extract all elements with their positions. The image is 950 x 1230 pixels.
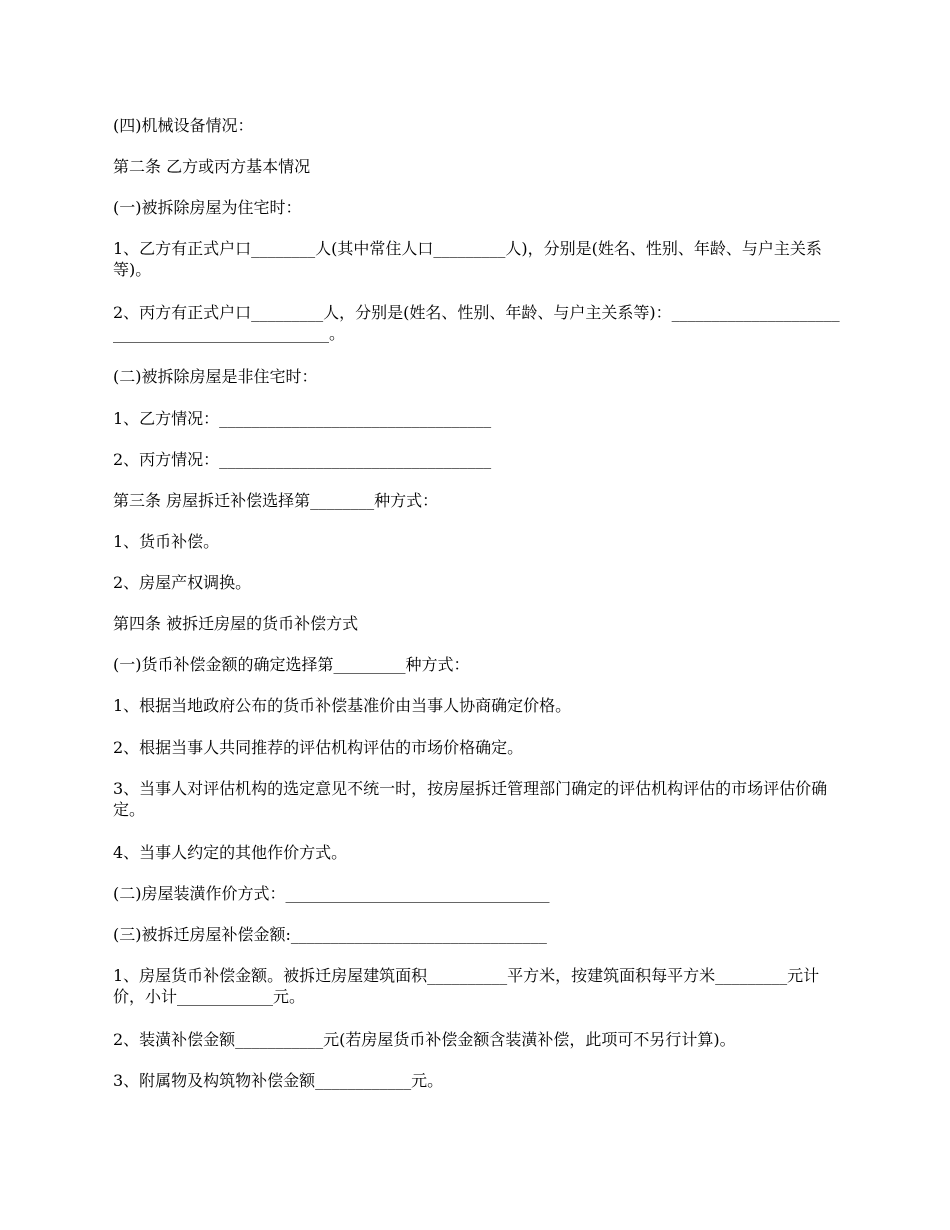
paragraph: (一)货币补偿金额的确定选择第_________种方式： — [113, 655, 470, 674]
article-heading: 第三条 房屋拆迁补偿选择第________种方式： — [113, 491, 439, 510]
paragraph: 2、房屋产权调换。 — [113, 573, 252, 592]
paragraph: 2、根据当事人共同推荐的评估机构评估的市场价格确定。 — [113, 738, 524, 757]
paragraph: (一)被拆除房屋为住宅时： — [113, 198, 302, 217]
paragraph: 3、当事人对评估机构的选定意见不统一时，按房屋拆迁管理部门确定的评估机构评估的市场评估价确定。 — [113, 779, 828, 819]
paragraph: 1、房屋货币补偿金额。被拆迁房屋建筑面积__________平方米，按建筑面积每平方米_________元计价，小计____________元。 — [113, 966, 820, 1006]
paragraph: 4、当事人约定的其他作价方式。 — [113, 843, 348, 862]
paragraph: 2、装潢补偿金额___________元(若房屋货币补偿金额含装潢补偿，此项可不另行计算)。 — [113, 1030, 736, 1049]
paragraph: 1、乙方有正式户口________人(其中常住人口_________人)，分别是(姓名、性别、年龄、与户主关系等)。 — [113, 239, 822, 279]
article-heading: 第四条 被拆迁房屋的货币补偿方式 — [113, 614, 359, 633]
article-heading: 第二条 乙方或丙方基本情况 — [113, 157, 311, 176]
paragraph: 3、附属物及构筑物补偿金额____________元。 — [113, 1071, 444, 1090]
paragraph: 2、丙方情况：__________________________________ — [113, 450, 492, 469]
paragraph: (三)被拆迁房屋补偿金额:________________________________ — [113, 925, 547, 944]
paragraph: (二)房屋装潢作价方式：_________________________________ — [113, 884, 550, 903]
paragraph: 1、货币补偿。 — [113, 532, 220, 551]
paragraph: 1、根据当地政府公布的货币补偿基准价由当事人协商确定价格。 — [113, 696, 572, 715]
paragraph: 2、丙方有正式户口_________人，分别是(姓名、性别、年龄、与户主关系等)：________________________________________________。 — [113, 303, 840, 343]
paragraph: (二)被拆除房屋是非住宅时： — [113, 367, 318, 386]
paragraph: (四)机械设备情况： — [113, 116, 254, 135]
paragraph: 1、乙方情况：__________________________________ — [113, 409, 492, 428]
